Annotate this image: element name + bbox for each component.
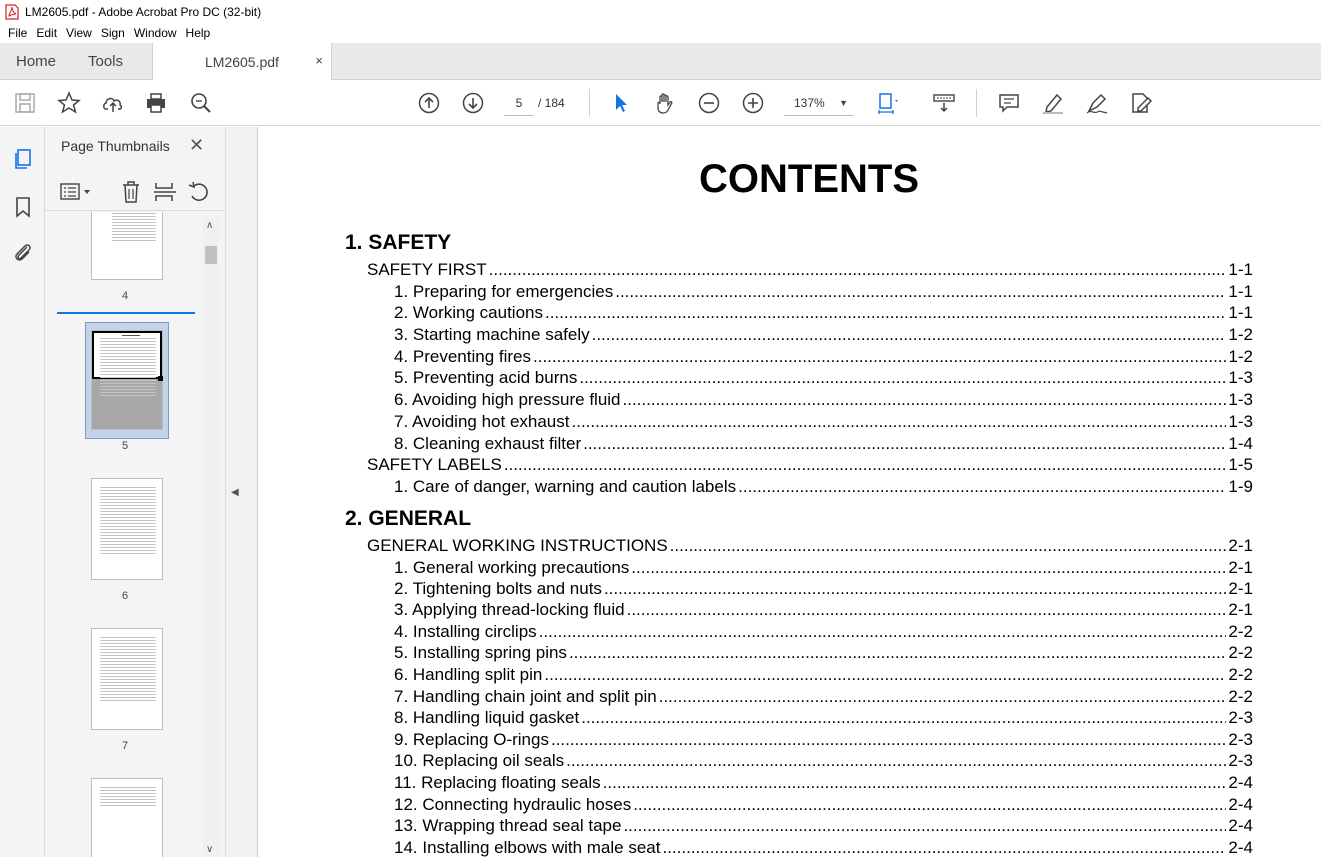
thumbnails-scrollbar[interactable] [203,218,219,857]
highlight-pen-icon[interactable] [1041,91,1065,115]
toc-entry[interactable]: 2. Working cautions ..... 1-1 [394,302,1253,324]
toc-entry[interactable]: 8. Cleaning exhaust filter ..... 1-4 [394,433,1253,455]
toc-entry[interactable]: 13. Wrapping thread seal tape ..... 2-4 [394,815,1253,837]
select-cursor-icon[interactable] [609,91,633,115]
toc-entry[interactable]: 1. Care of danger, warning and caution labels ..... 1-9 [394,476,1253,498]
page-total: / 184 [538,96,565,110]
thumbnail-page-8[interactable] [91,778,163,857]
tab-document-label: LM2605.pdf [205,54,279,70]
title-bar [0,0,1321,23]
menu-file[interactable]: File [8,26,28,40]
thumbnail-page-5[interactable] [91,330,163,430]
toc-entry[interactable]: 3. Applying thread-locking fluid ..... 2-1 [394,599,1253,621]
comment-icon[interactable] [997,91,1021,115]
toc-entry[interactable]: 7. Handling chain joint and split pin ..... 2-2 [394,686,1253,708]
thumbnail-page-6[interactable] [91,478,163,580]
save-icon[interactable] [13,91,37,115]
page-thumbnails-panel [45,127,225,857]
panel-toolbar [45,175,225,211]
tab-tools[interactable]: Tools [88,53,124,70]
page-thumbnails-icon[interactable] [11,147,35,171]
zoom-search-icon[interactable] [189,91,213,115]
attachments-paperclip-icon[interactable] [11,240,35,264]
chevron-down-icon: ▼ [839,98,848,108]
section-heading: 2. GENERAL [345,507,472,530]
toc-entry[interactable]: 4. Installing circlips ..... 2-2 [394,621,1253,643]
menu-view[interactable]: View [66,26,92,40]
scroll-up-icon[interactable]: ∧ [206,220,214,231]
options-menu-icon[interactable] [59,179,93,205]
toc-entry[interactable]: 1. General working precautions ..... 2-1 [394,557,1253,579]
toc-entry[interactable]: 8. Handling liquid gasket ..... 2-3 [394,707,1253,729]
close-icon[interactable]: ✕ [189,135,205,155]
fit-page-icon[interactable] [876,91,900,115]
section-heading: 1. SAFETY [345,231,452,254]
menu-help[interactable]: Help [185,26,211,40]
delete-trash-icon[interactable] [118,179,144,205]
toc-entry[interactable]: 4. Preventing fires ..... 1-2 [394,346,1253,368]
toc-entry[interactable]: 5. Preventing acid burns ..... 1-3 [394,367,1253,389]
menu-bar [0,23,1321,43]
window-title: LM2605.pdf - Adobe Acrobat Pro DC (32-bit) [25,4,262,19]
print-icon[interactable] [144,91,168,115]
toc-entry[interactable]: 1. Preparing for emergencies ..... 1-1 [394,281,1253,303]
bookmarks-icon[interactable] [11,195,35,219]
fill-sign-icon[interactable] [1129,91,1153,115]
scroll-down-icon[interactable]: ∨ [206,844,214,855]
menu-sign[interactable]: Sign [100,26,125,40]
share-upload-icon[interactable] [101,91,125,115]
rotate-icon[interactable] [186,179,212,205]
zoom-value: 137% [794,96,825,110]
thumbnail-label: 6 [121,590,129,602]
thumbnail-label: 7 [121,740,129,752]
toc-entry[interactable]: SAFETY FIRST ..... 1-1 [367,259,1253,281]
toc-entry[interactable]: 6. Handling split pin ..... 2-2 [394,664,1253,686]
zoom-in-icon[interactable] [741,91,765,115]
panel-title: Page Thumbnails [61,138,170,154]
thumbnail-label: 4 [121,290,129,302]
collapse-arrow-icon: ◀ [231,487,239,498]
scrollbar-thumb[interactable] [205,246,217,264]
navigation-rail [0,127,45,857]
insert-page-icon[interactable] [152,179,178,205]
scroll-mode-icon[interactable] [932,91,956,115]
acrobat-pdf-icon [5,4,19,20]
toc-entry[interactable]: 9. Replacing O-rings ..... 2-3 [394,729,1253,751]
toc-entry[interactable]: 10. Replacing oil seals ..... 2-3 [394,750,1253,772]
thumbnail-label: 5 [121,440,129,452]
zoom-out-icon[interactable] [697,91,721,115]
sign-pen-icon[interactable] [1085,91,1109,115]
thumbnail-page-7[interactable] [91,628,163,730]
tab-close-icon[interactable]: × [315,53,323,68]
toc-entry[interactable]: GENERAL WORKING INSTRUCTIONS ..... 2-1 [367,535,1253,557]
menu-edit[interactable]: Edit [36,26,58,40]
toolbar [0,80,1321,126]
document-page [259,127,1321,857]
next-page-icon[interactable] [461,91,485,115]
page-number-input[interactable]: 5 [504,90,534,116]
toc-entry[interactable]: 5. Installing spring pins ..... 2-2 [394,642,1253,664]
thumbnail-page-4[interactable] [91,212,163,280]
toolbar-separator [976,89,977,117]
toc-entry[interactable]: 14. Installing elbows with male seat ..... 2-4 [394,837,1253,857]
tab-row [0,43,1321,80]
toc-entry[interactable]: 12. Connecting hydraulic hoses ..... 2-4 [394,794,1253,816]
hand-tool-icon[interactable] [653,91,677,115]
toc-entry[interactable]: 11. Replacing floating seals ..... 2-4 [394,772,1253,794]
toc-entry[interactable]: 2. Tightening bolts and nuts ..... 2-1 [394,578,1253,600]
tab-home[interactable]: Home [16,53,57,70]
toc-entry[interactable]: 7. Avoiding hot exhaust ..... 1-3 [394,411,1253,433]
previous-page-icon[interactable] [417,91,441,115]
toc-entry[interactable]: SAFETY LABELS ..... 1-5 [367,454,1253,476]
tab-document[interactable] [152,43,332,81]
menu-window[interactable]: Window [133,26,177,40]
toc-entry[interactable]: 6. Avoiding high pressure fluid ..... 1-3 [394,389,1253,411]
panel-collapse-handle[interactable] [225,127,258,857]
toolbar-separator [589,89,590,117]
thumbnail-list [45,212,205,857]
toc-entry[interactable]: 3. Starting machine safely ..... 1-2 [394,324,1253,346]
contents-title: CONTENTS [699,157,919,201]
drop-indicator [57,312,195,314]
bookmark-star-icon[interactable] [57,91,81,115]
zoom-select[interactable] [784,90,854,116]
